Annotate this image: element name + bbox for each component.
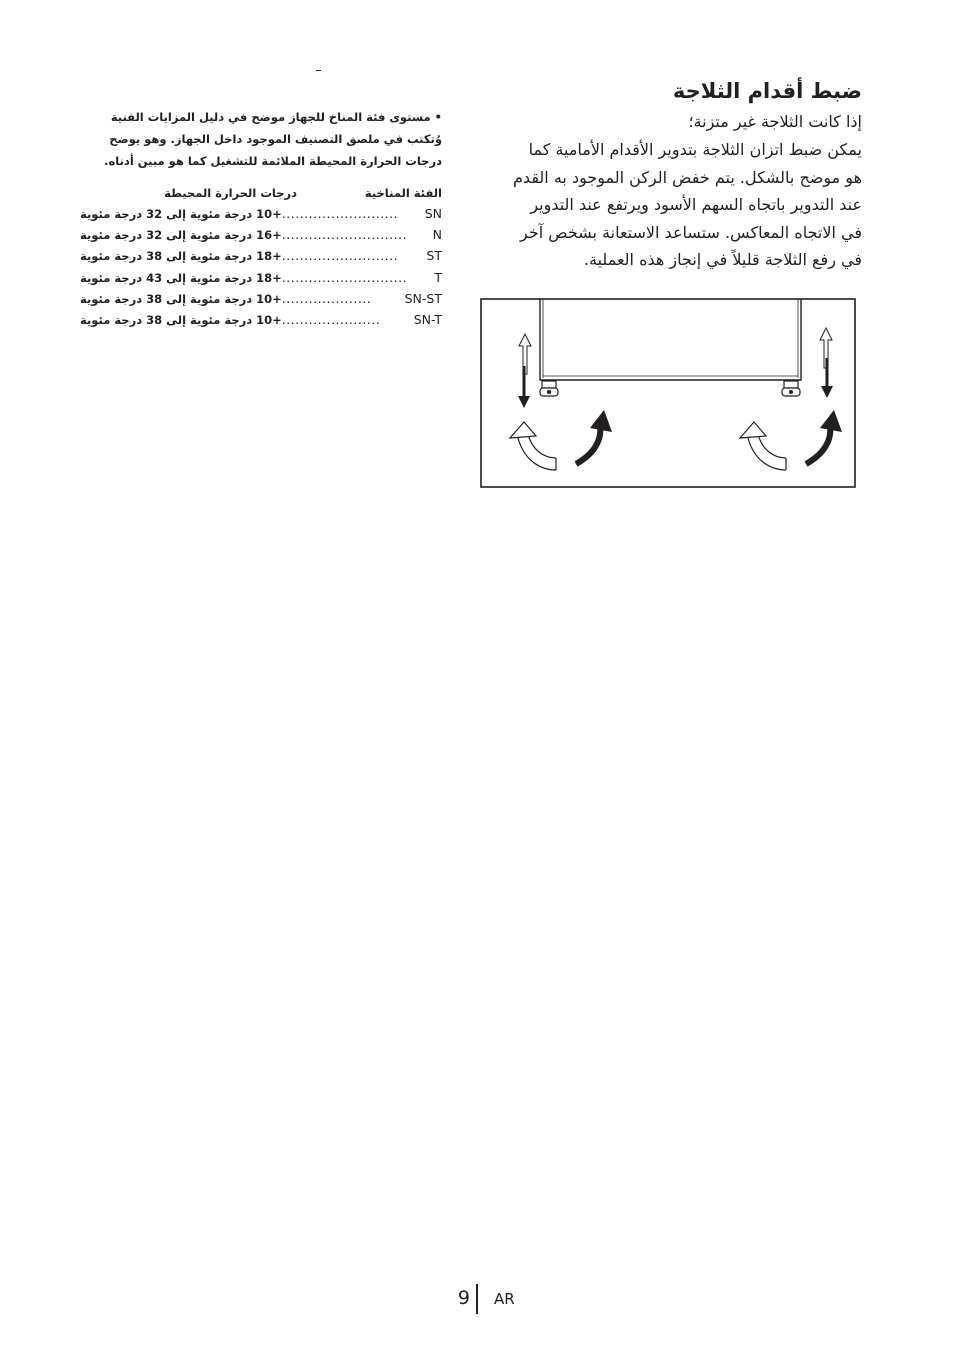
foot-adjustment-diagram xyxy=(480,298,856,488)
page-number: 9 xyxy=(457,1287,470,1309)
paragraph-line: في الاتجاه المعاكس. ستساعد الاستعانة بشخص آخر xyxy=(520,222,862,242)
left-foot-icon xyxy=(540,381,558,396)
temperature-range: +10 درجة مئوية إلى 38 درجة مئوية xyxy=(80,291,282,306)
instructions-paragraph xyxy=(478,136,862,274)
leader-dots: .................... xyxy=(281,290,372,306)
temperature-column-header: درجات الحرارة المحيطة xyxy=(164,186,297,200)
table-row xyxy=(80,312,442,333)
footer-divider xyxy=(476,1284,478,1314)
leader-dots: ...................... xyxy=(281,311,381,327)
table-row xyxy=(80,291,442,312)
table-row xyxy=(80,270,442,291)
temperature-range: +10 درجة مئوية إلى 32 درجة مئوية xyxy=(80,207,282,221)
leader-dots: ............................ xyxy=(281,227,408,243)
climate-table xyxy=(80,206,442,333)
note-line: وُتكتب في ملصق التصنيف الموجود داخل الجهاز. وهو يوضح xyxy=(109,132,442,146)
section-title: ضبط أقدام الثلاجة xyxy=(672,79,862,103)
climate-class: T xyxy=(434,269,442,285)
leader-dots: ............................ xyxy=(281,269,408,285)
climate-class-note xyxy=(80,106,442,172)
right-column xyxy=(478,76,862,274)
climate-class: ST xyxy=(426,248,442,264)
climate-class: N xyxy=(432,227,442,243)
right-foot-icon xyxy=(782,381,800,396)
left-column xyxy=(80,106,442,333)
section-subtitle: إذا كانت الثلاجة غير متزنة؛ xyxy=(688,112,862,131)
paragraph-line: يمكن ضبط اتزان الثلاجة بتدوير الأقدام الأمامية كما xyxy=(528,140,862,159)
leader-dots: .......................... xyxy=(281,248,399,264)
page-footer xyxy=(0,1284,954,1314)
counterclockwise-arrow-icon xyxy=(740,422,786,470)
note-line: • مستوى فئة المناخ للجهاز موضح في دليل المزايات الفنية xyxy=(110,110,442,124)
climate-class: SN xyxy=(424,206,442,221)
paragraph-line: هو موضح بالشكل. يتم خفض الركن الموجود به القدم xyxy=(513,167,862,187)
temperature-range: +18 درجة مئوية إلى 38 درجة مئوية xyxy=(80,249,282,264)
paragraph-line: في رفع الثلاجة قليلاً في إنجاز هذه العملية. xyxy=(583,250,862,269)
note-line: درجات الحرارة المحيطة الملائمة للتشغيل كما هو مبين أدناه. xyxy=(104,154,442,168)
fridge-body xyxy=(540,299,801,380)
clockwise-arrow-icon xyxy=(576,410,612,464)
climate-class: SN-T xyxy=(413,311,442,327)
climate-table-header xyxy=(80,186,442,206)
table-row xyxy=(80,206,442,227)
lower-arrow-icon xyxy=(821,358,833,398)
climate-class: SN-ST xyxy=(404,290,442,306)
leader-dots: .......................... xyxy=(281,206,399,221)
lower-arrow-icon xyxy=(518,366,530,408)
header-dash xyxy=(316,70,321,71)
clockwise-arrow-icon xyxy=(806,410,842,464)
table-row xyxy=(80,248,442,269)
temperature-range: +16 درجة مئوية إلى 32 درجة مئوية xyxy=(80,228,282,243)
temperature-range: +10 درجة مئوية إلى 38 درجة مئوية xyxy=(80,312,282,327)
language-code: AR xyxy=(494,1290,515,1308)
temperature-range: +18 درجة مئوية إلى 43 درجة مئوية xyxy=(80,270,282,285)
class-column-header: الفئة المناخية xyxy=(364,186,442,200)
counterclockwise-arrow-icon xyxy=(510,422,556,470)
paragraph-line: عند التدوير باتجاه السهم الأسود ويرتفع عند التدوير xyxy=(530,195,862,214)
table-row xyxy=(80,227,442,248)
